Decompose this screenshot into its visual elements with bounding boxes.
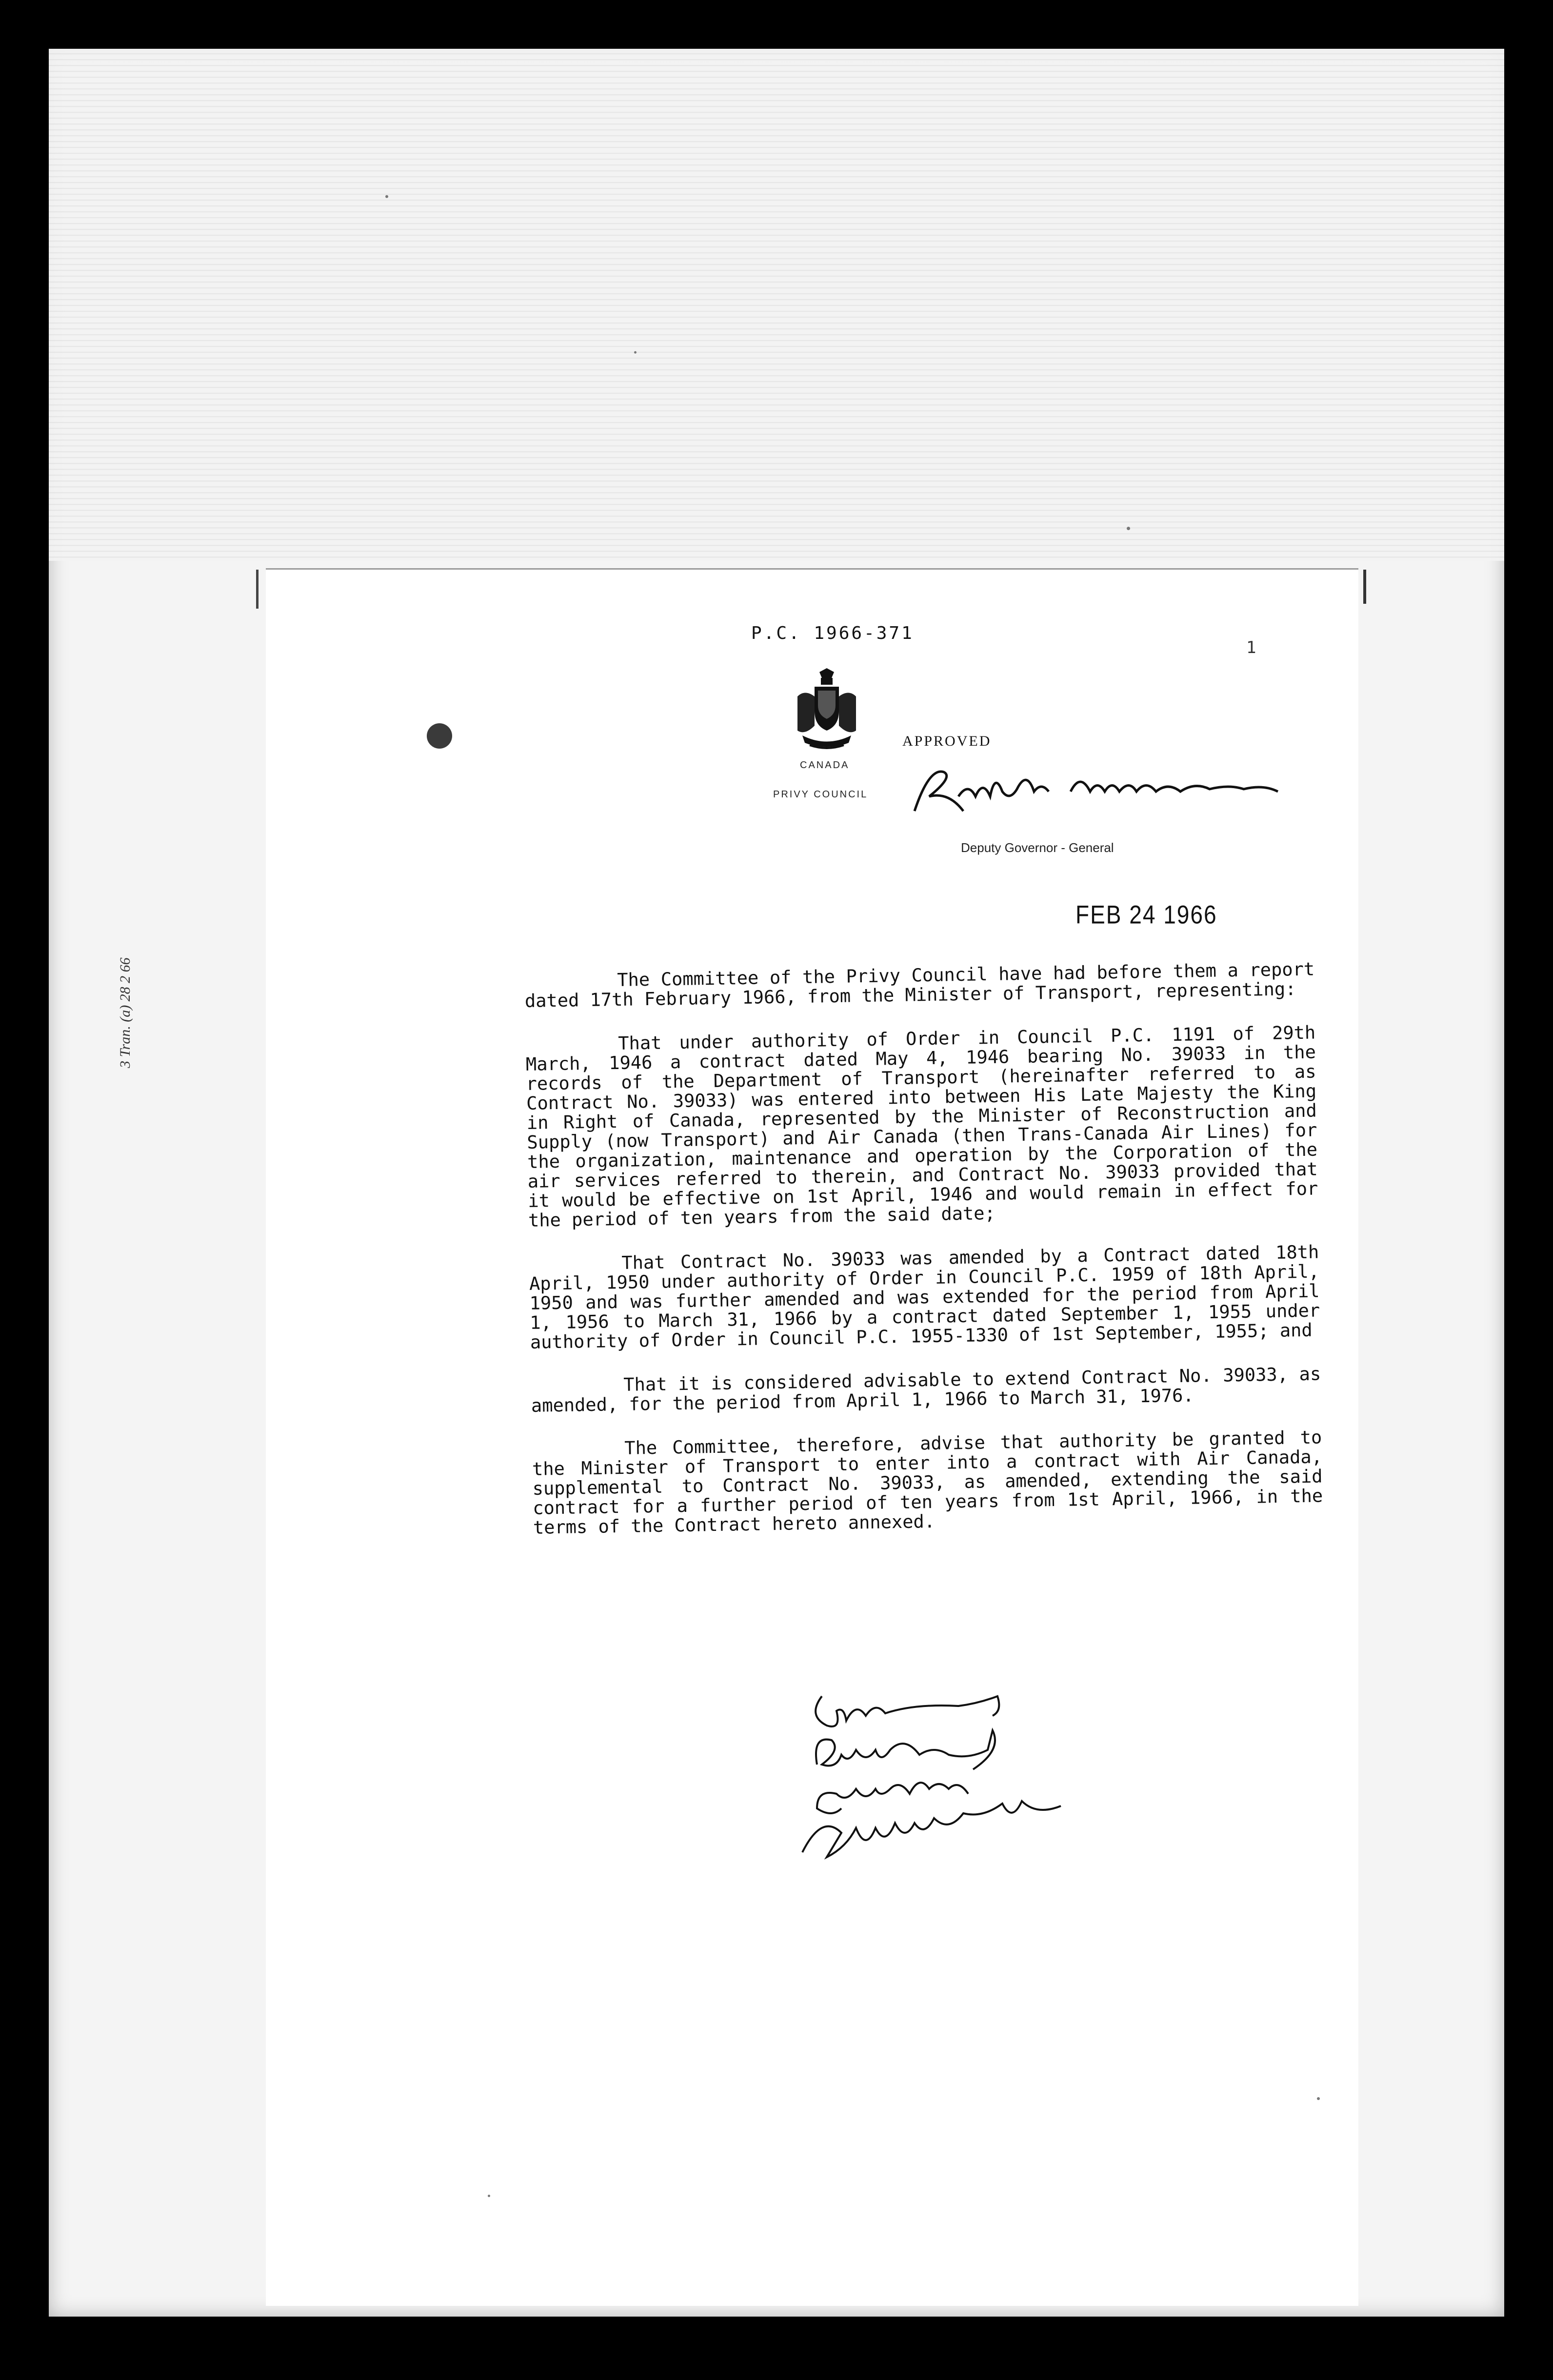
coat-of-arms-icon [793,667,861,755]
scan-frame [49,49,1504,2317]
order-body [524,960,1324,1562]
approved-label: APPROVED [902,733,992,749]
canada-label: CANADA [800,760,850,771]
paragraph-original-contract: That under authority of Order in Council P.C. 1191 of 29th March, 1946 a contract dated May 4, 1946 bearing No. 39033 in the records of the Department of Transport (hereinafter referred to as Contract No. 39033) was entered into between His Late Majesty the King in Right of Canada, represented by the Minister of Reconstruction and Supply (now Transport) and Air Canada (then Trans-Canada Air Lines) for the organization, maintenance and operation by the Corporation of the air services referred to therein, and Contract No. 39033 provided that it would be effective on 1st April, 1946 and would remain in effect for the period of ten years from the said date; [525,1022,1318,1231]
punch-hole [427,723,452,749]
paragraph-extension: That it is considered advisable to extend Contract No. 39033, as amended, for the period from April 1, 1966 to March 31, 1976. [531,1363,1321,1416]
deputy-governor-signature [905,757,1305,821]
page-curl-left [256,570,270,609]
scan-speck [488,2195,490,2197]
scan-speck [634,351,637,354]
scan-speck [1127,527,1130,530]
margin-annotation: 3 Tran. (a) 28 2 66 [117,957,133,1068]
order-in-council-page [266,568,1358,2306]
corner-mark: 1 [1246,638,1256,657]
date-stamp: FEB 24 1966 [1075,900,1217,929]
scanner-background [49,49,1504,561]
pc-number: P.C. 1966-371 [751,623,914,643]
scan-speck [1317,2097,1320,2100]
privy-council-label: PRIVY COUNCIL [773,789,868,800]
paragraph-recommendation: The Committee, therefore, advise that authority be granted to the Minister of Transport to enter into a contract with Air Canada, supplemental to Contract No. 39033, as amended, extending the said contract for a further period of ten years from 1st April, 1966, in the terms of the Contract hereto annexed. [532,1427,1323,1538]
paragraph-amendments: That Contract No. 39033 was amended by a Contract dated 18th April, 1950 under authority of Order in Council P.C. 1959 of 18th April, 1950 and was further amended and was extended for the period from April 1, 1956 to March 31, 1966 by a contract dated September 1, 1955 under authority of Order in Council P.C. 1955-1330 of 1st September, 1955; and [529,1241,1320,1353]
page-curl-right [1352,570,1366,604]
deputy-governor-label: Deputy Governor - General [961,840,1114,855]
scan-speck [385,195,388,198]
committee-signatures [793,1686,1105,1891]
paragraph-report: The Committee of the Privy Council have had before them a report dated 17th February 1966, from the Minister of Transport, representing: [524,958,1315,1012]
